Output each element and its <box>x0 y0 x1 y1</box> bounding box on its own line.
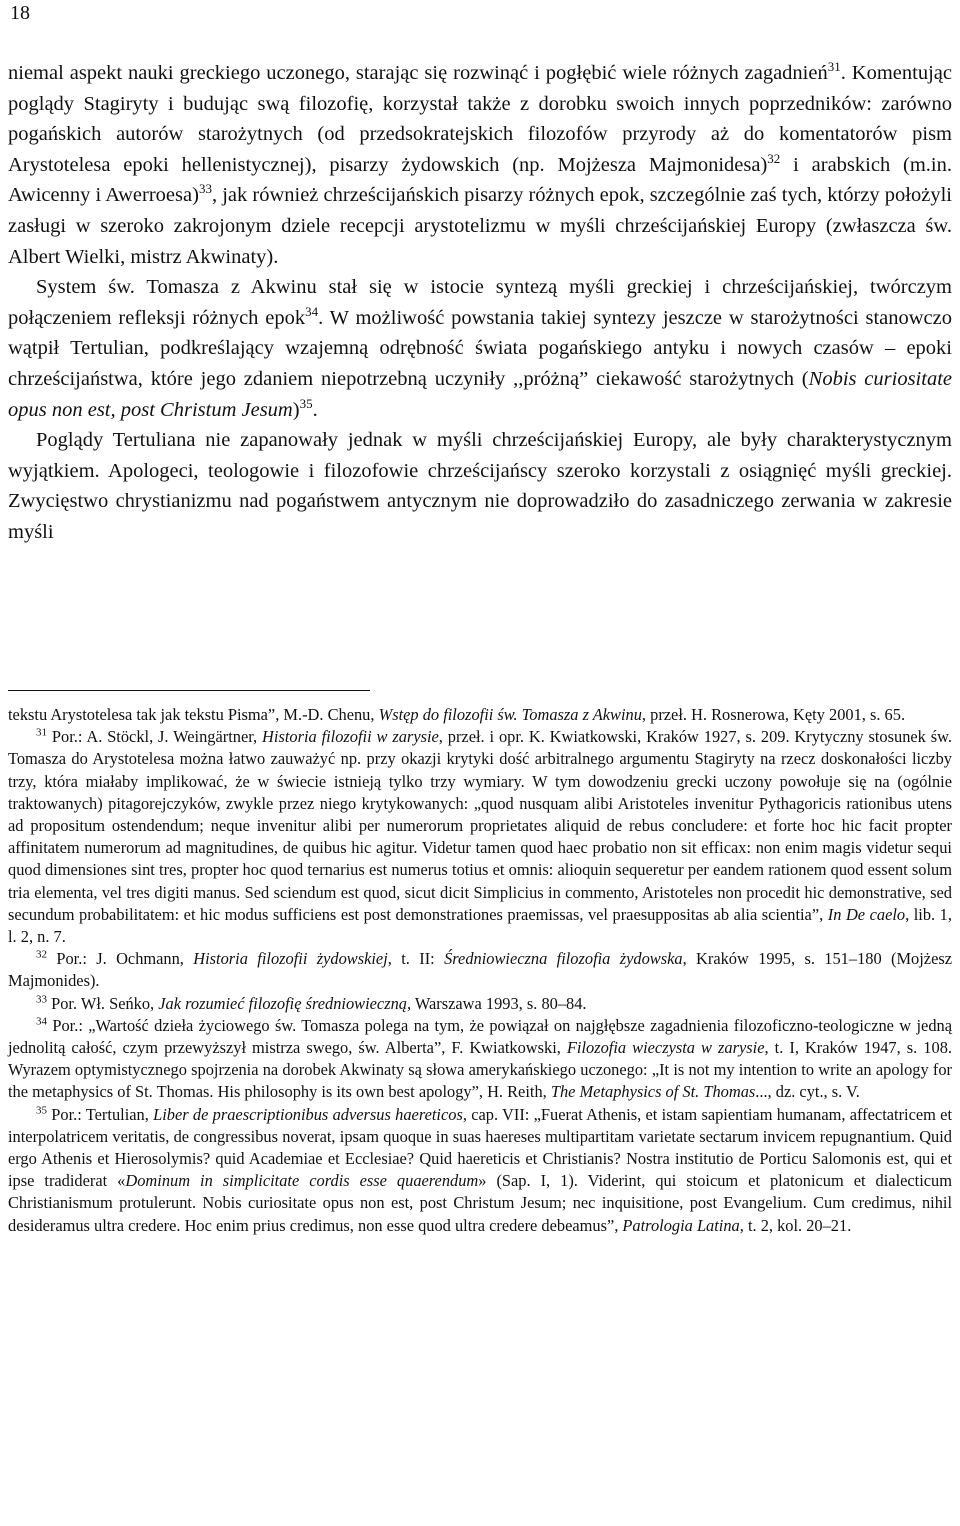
paragraph-3: Poglądy Tertuliana nie zapanowały jednak w myśli chrześcijańskiej Europy, ale były charakterystycznym wyjątkiem. Apologeci, teologowie i filozofowie chrześcijańscy szeroko korzystali z osiągnięć myśli greckiej. Zwycięstwo chrystianizmu nad pogaństwem antycznym nie doprowadziło do zasadniczego zerwania w zakresie myśli <box>8 429 952 543</box>
footnote-number: 34 <box>36 1015 47 1028</box>
page-number: 18 <box>10 2 30 24</box>
footnote-ref-31[interactable]: 31 <box>827 59 841 75</box>
footnote-32: $^{32}$ Por.: J. Ochmann, Historia filozofii żydowskiej, t. II: Średniowieczna filozofia żydowska, Kraków 1995, s. 151–180 (Mojżesz Majmonides). <box>8 948 953 991</box>
footnote-separator <box>8 690 370 691</box>
main-text <box>8 58 952 548</box>
footnote-34: $^{34}$ Por.: „Wartość dzieła życiowego św. Tomasza polega na tym, że powiązał on najgłębsze zagadnienia filozoficzno-teologiczne w jedną jednolitą całość, czym przewyższył mistrza swego, św. Alberta”, F. Kwiatkowski, Filozofia wieczysta w zarysie, t. I, Kraków 1947, s. 108. Wyrazem optymistycznego spojrzenia na dorobek Akwinaty są słowa amerykańskiego uczonego: „It is not my intention to write an apology for the metaphysics of St. Thomas. His philosophy is its own best apology”, H. Reith, The Metaphysics of St. Thomas..., dz. cyt., s. V. <box>8 1015 952 1102</box>
footnotes <box>8 704 952 1237</box>
footnote-31: $^{31}$ Por.: A. Stöckl, J. Weingärtner, Historia filozofii w zarysie, przeł. i opr. K. Kwiatkowski, Kraków 1927, s. 209. Krytyczny stosunek św. Tomasza do Arystotelesa można łatwo zauważyć np. przy okazji krytyki dość arbitralnego argumentu Stagiryty na rzecz doskonałości liczby trzy, która miałaby implikować, że w świecie istnieją tylko trzy wymiary. W tym dowodzeniu grecki uczony powołuje się na (ogólnie traktowanych) pitagorejczyków, zwykle przez niego krytykowanych: „quod nusquam alibi Aristoteles invenitur Pythagoricis rationibus utens ad propositum ostendendum; neque invenitur alibi per numerorum proprietates aliquid de rebus concludere: et forte hoc hic facit propter affinitatem numerorum ad magnitudines, de quibus hic agitur. Videtur tamen quod haec probatio non sit efficax: non enim magis videtur sequi quod dimensiones sint tres, propter hoc quod ternarius est numerus totius et omnis: alioquin sequeretur per eandem rationem quod essent solum tria elementa, vel tres digiti manus. Sed sciendum est quod, sicut dicit Simplicius in commento, Aristoteles non procedit hic demonstrative, sed secundum probabilitatem: et hic modus sufficiens est post demonstrationes praemissas, vel praesuppositas ab alia scientia”, In De caelo, lib. 1, l. 2, n. 7. <box>8 726 952 947</box>
paragraph-2: System św. Tomasza z Akwinu stał się w istocie syntezą myśli greckiej i chrześcijańskiej, twórczym połączeniem refleksji różnych epok$^{34}$. W możliwość powstania takiej syntezy jeszcze w starożytności stanowczo wątpił Tertulian, podkreślający wzajemną odrębność świata pogańskiego antyku i nowych czasów – epoki chrześcijaństwa, które jego zdaniem niepotrzebną uczyniły ,,próżną” ciekawość starożytnych (Nobis curiositate opus non est, post Christum Jesum)$^{35}$. <box>8 276 952 421</box>
footnote-continuation: tekstu Arystotelesa tak jak tekstu Pisma”, M.-D. Chenu, Wstęp do filozofii św. Tomasza z Akwinu, przeł. H. Rosnerowa, Kęty 2001, s. 65. <box>8 705 906 724</box>
paragraph-1: niemal aspekt nauki greckiego uczonego, starając się rozwinąć i pogłębić wiele różnych zagadnień$^{31}$. Komentując poglądy Stagiryty i budując swą filozofię, korzystał także z dorobku swoich innych poprzedników: zarówno pogańskich autorów starożytnych (od przedsokratejskich filozofów przyrody aż do komentatorów pism Arystotelesa epoki hellenistycznej), pisarzy żydowskich (np. Mojżesza Majmonidesa)$^{32}$ i arabskich (m.in. Awicenny i Awerroesa)$^{33}$, jak również chrześcijańskich pisarzy różnych epok, szczególnie zaś tych, którzy położyli zasługi w szeroko zakrojonym dziele recepcji arystotelizmu w myśli chrześcijańskiej Europy (zwłaszcza św. Albert Wielki, mistrz Akwinaty). <box>8 59 953 268</box>
footnote-ref-35[interactable]: 35 <box>299 395 313 411</box>
footnote-ref-32[interactable]: 32 <box>767 150 781 166</box>
footnote-ref-34[interactable]: 34 <box>305 303 319 319</box>
footnote-number: 35 <box>36 1104 47 1117</box>
footnote-number: 33 <box>36 993 47 1006</box>
footnote-33: $^{33}$ Por. Wł. Seńko, Jak rozumieć filozofię średniowieczną, Warszawa 1993, s. 80–84. <box>36 993 587 1013</box>
footnote-number: 31 <box>36 726 47 739</box>
footnote-ref-33[interactable]: 33 <box>198 181 212 197</box>
footnote-35: $^{35}$ Por.: Tertulian, Liber de praescriptionibus adversus haereticos, cap. VII: „Fuerat Athenis, et istam sapientiam humanam, affectatricem et interpolatricem veritatis, de congressibus noverat, ipsam quoque in suas haereses multipartitam varietate sectarum invicem repugnantium. Quid ergo Athenis et Hierosolymis? quid Academiae et Ecclesiae? Quid haereticis et Christianis? Nostra institutio de Porticu Salomonis est, qui et ipse tradiderat «Dominum in simplicitate cordis esse quaerendum» (Sap. I, 1). Viderint, qui stoicum et platonicum et dialecticum Christianismum protulerunt. Nobis curiositate opus non est, post Christum Jesum; nec inquisitione, post Evangelium. Cum credimus, nihil desideramus ultra credere. Hoc enim prius credimus, non esse quod ultra credere debeamus”, Patrologia Latina, t. 2, kol. 20–21. <box>8 1104 953 1235</box>
footnote-number: 32 <box>36 948 47 961</box>
